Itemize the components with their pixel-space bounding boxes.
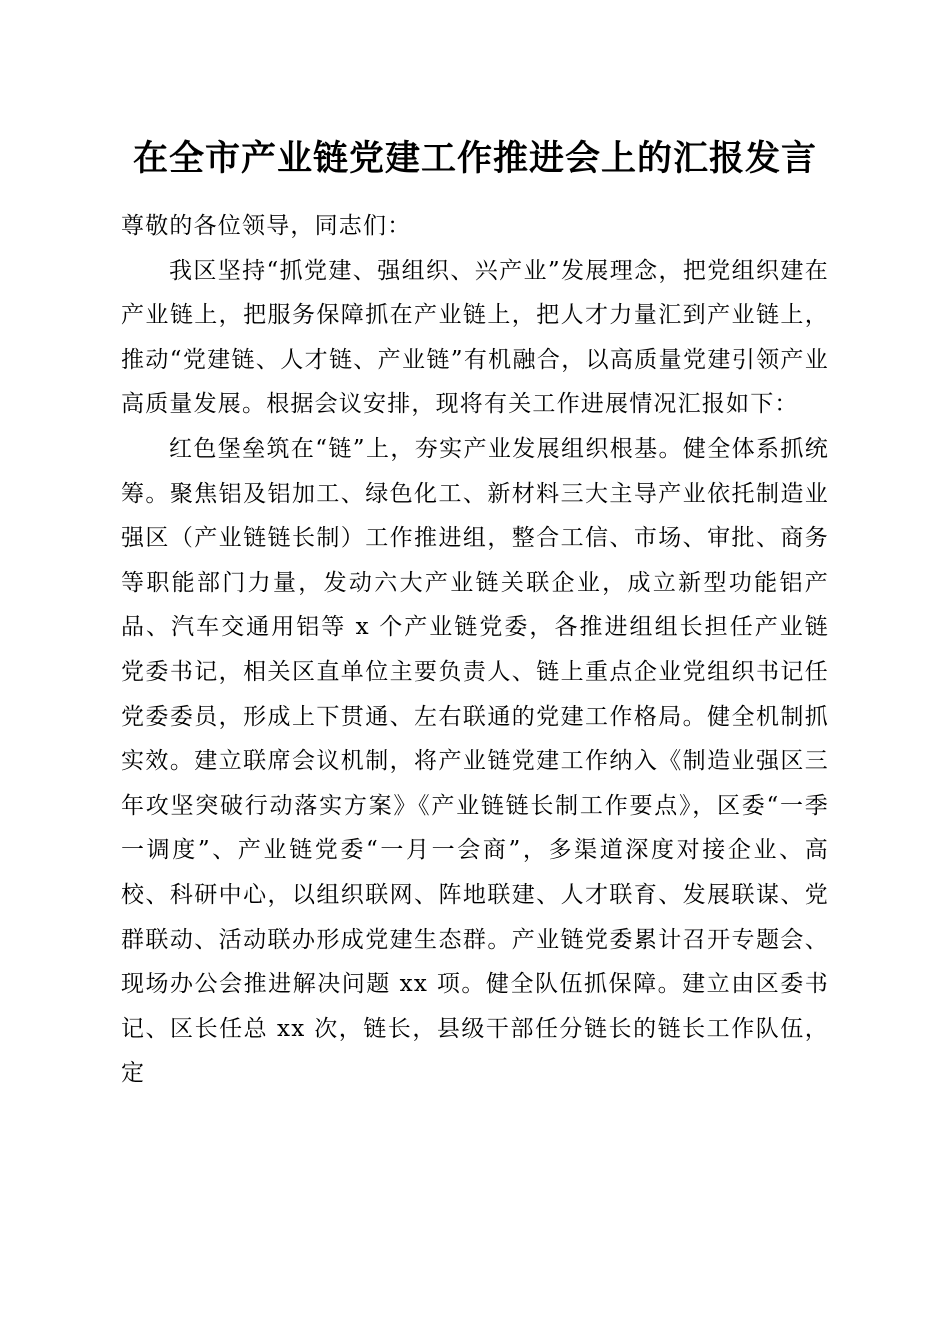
salutation: 尊敬的各位领导，同志们： xyxy=(121,213,412,239)
paragraph-red-fortress: 红色堡垒筑在“链”上，夯实产业发展组织根基。健全体系抓统筹。聚焦铝及铝加工、绿色化工、新材料三大主导产业依托制造业强区（产业链链长制）工作推进组，整合工信、市场、审批、商务等职能部门力量，发动六大产业链关联企业，成立新型功能铝产品、汽车交通用铝等 x 个产业链党委，各推进组组长担任产业链党委书记，相关区直单位主要负责人、链上重点企业党组织书记任党委委员，形成上下贯通、左右联通的党建工作格局。健全机制抓实效。建立联席会议机制，将产业链党建工作纳入《制造业强区三年攻坚突破行动落实方案》《产业链链长制工作要点》，区委“一季一调度”、产业链党委“一月一会商”，多渠道深度对接企业、高校、科研中心，以组织联网、阵地联建、人才联育、发展联谋、党群联动、活动联办形成党建生态群。产业链党委累计召开专题会、现场办公会推进解决问题 xx 项。健全队伍抓保障。建立由区委书记、区长任总 xx 次，链长，县级干部任分链长的链长工作队伍，定 xyxy=(121,435,829,1087)
paragraph-intro: 我区坚持“抓党建、强组织、兴产业”发展理念，把党组织建在产业链上，把服务保障抓在产业链上，把人才力量汇到产业链上，推动“党建链、人才链、产业链”有机融合，以高质量党建引领产业高质量发展。根据会议安排，现将有关工作进展情况汇报如下： xyxy=(121,257,829,418)
document-body xyxy=(121,204,829,1096)
document-title: 在全市产业链党建工作推进会上的汇报发言 xyxy=(132,138,817,179)
